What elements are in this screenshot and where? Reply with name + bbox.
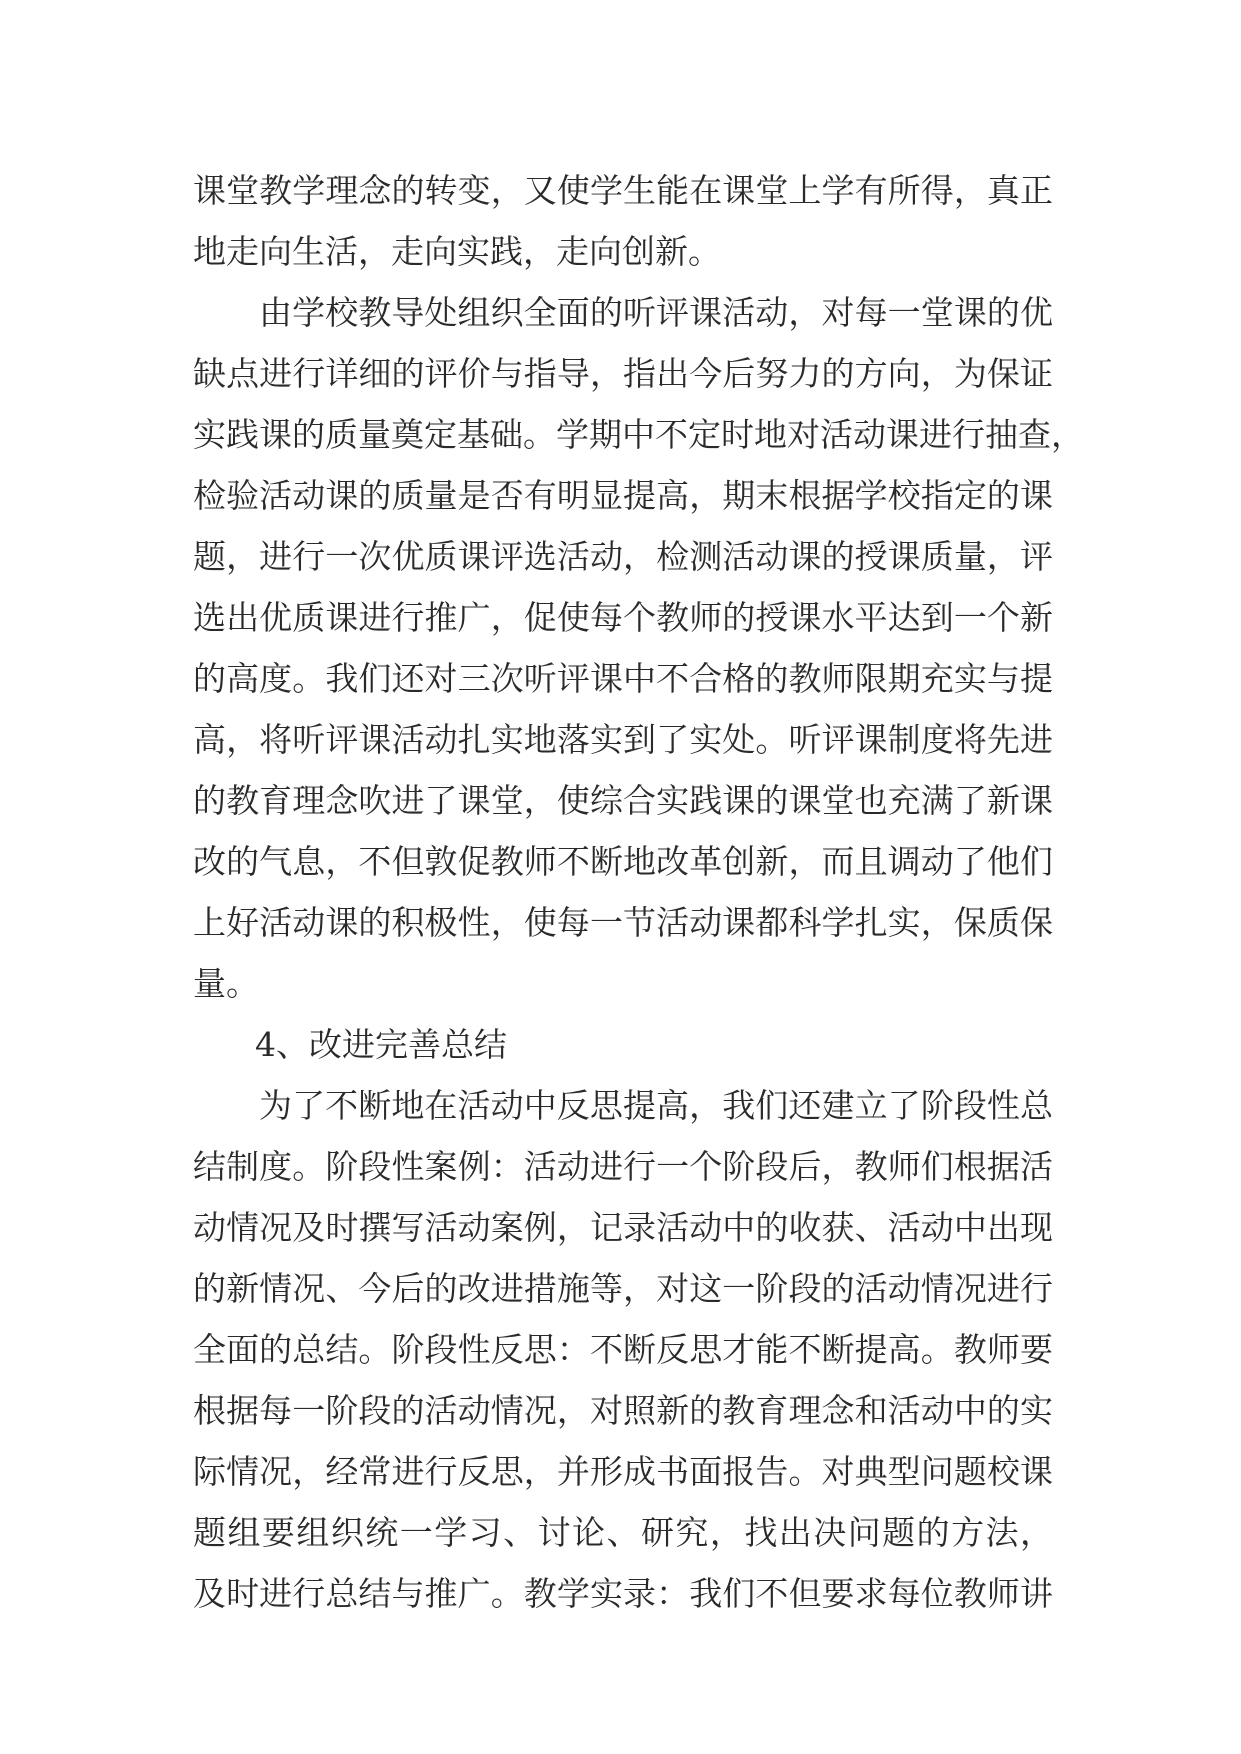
body-text [193, 160, 1084, 1624]
section-heading-4 [193, 1014, 1053, 1075]
text-line: 由学校教导处组织全面的听评课活动，对每一堂课的优 [259, 293, 1053, 332]
text-line: 为了不断地在活动中反思提高，我们还建立了阶段性总 [259, 1086, 1053, 1125]
text-line: 上好活动课的积极性，使每一节活动课都科学扎实，保质保 [193, 903, 1053, 942]
text-line: 动情况及时撰写活动案例，记录活动中的收获、活动中出现 [193, 1208, 1053, 1247]
text-line: 题组要组织统一学习、讨论、研究，找出决问题的方法， [193, 1513, 1053, 1552]
text-line: 的教育理念吹进了课堂，使综合实践课的课堂也充满了新课 [193, 781, 1053, 820]
section-heading: 4、改进完善总结 [255, 1025, 507, 1064]
text-line: 选出优质课进行推广，促使每个教师的授课水平达到一个新 [193, 598, 1053, 637]
text-line: 题，进行一次优质课评选活动，检测活动课的授课质量，评 [193, 537, 1053, 576]
text-line: 缺点进行详细的评价与指导，指出今后努力的方向，为保证 [193, 354, 1053, 393]
text-line: 的新情况、今后的改进措施等，对这一阶段的活动情况进行 [193, 1269, 1053, 1308]
text-line: 根据每一阶段的活动情况，对照新的教育理念和活动中的实 [193, 1391, 1053, 1430]
text-line: 量。 [193, 964, 259, 1003]
text-line: 检验活动课的质量是否有明显提高，期末根据学校指定的课 [193, 476, 1053, 515]
paragraph-summary-system [193, 1075, 1053, 1624]
text-line: 及时进行总结与推广。教学实录：我们不但要求每位教师讲 [193, 1574, 1053, 1613]
text-line: 实践课的质量奠定基础。学期中不定时地对活动课进行抽查， [193, 415, 1084, 454]
text-line: 改的气息，不但敦促教师不断地改革创新，而且调动了他们 [193, 842, 1053, 881]
text-line: 地走向生活，走向实践，走向创新。 [193, 232, 721, 271]
paragraph-intro-continuation [193, 160, 1053, 282]
text-line: 全面的总结。阶段性反思：不断反思才能不断提高。教师要 [193, 1330, 1053, 1369]
text-line: 际情况，经常进行反思，并形成书面报告。对典型问题校课 [193, 1452, 1053, 1491]
text-line: 高，将听评课活动扎实地落实到了实处。听评课制度将先进 [193, 720, 1053, 759]
text-line: 课堂教学理念的转变，又使学生能在课堂上学有所得，真正 [193, 171, 1053, 210]
text-line: 结制度。阶段性案例：活动进行一个阶段后，教师们根据活 [193, 1147, 1053, 1186]
text-line: 的高度。我们还对三次听评课中不合格的教师限期充实与提 [193, 659, 1053, 698]
paragraph-listening-evaluation [193, 282, 1084, 1014]
